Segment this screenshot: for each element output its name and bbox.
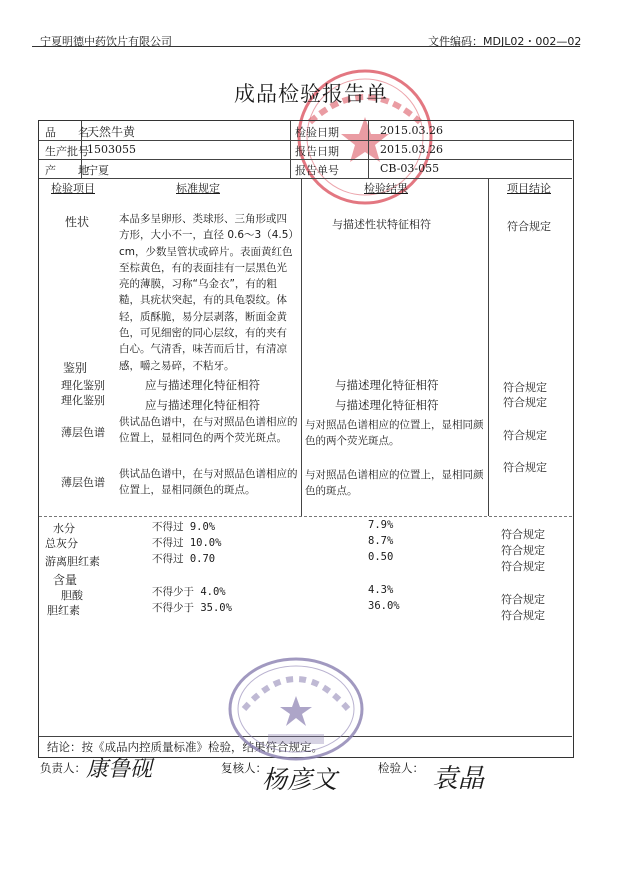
file-number: 文件编码：MDJL02・002—02 (428, 35, 582, 48)
test-result: 8.7% (368, 535, 394, 547)
ident-conclusion: 符合规定 (503, 429, 547, 442)
reviewer-signature: 杨彦文 (262, 765, 338, 794)
ident-item: 薄层色谱 (61, 426, 105, 439)
final-conclusion: 结论：按《成品内控质量标准》检验，结果符合规定。 (47, 740, 323, 754)
batch-value: 1503055 (87, 143, 136, 156)
reviewer-label: 复核人： (221, 761, 267, 775)
col-header-standard: 标准规定 (176, 182, 220, 195)
responsible-signature: 康鲁砚 (86, 757, 153, 782)
ident-item: 理化鉴别 (61, 394, 105, 407)
ident-item: 理化鉴别 (61, 379, 105, 392)
inspector-signature: 袁晶 (432, 764, 485, 794)
ident-result: 与对照品色谱相应的位置上，显相同颜色的两个荧光斑点。 (305, 419, 484, 447)
col-divider (301, 178, 302, 516)
content-item: 胆红素 (47, 604, 80, 617)
row-divider (39, 178, 572, 179)
identification-group: 鉴别 (63, 361, 88, 375)
section-divider (39, 516, 572, 517)
ident-standard: 应与描述理化特征相符 (145, 398, 260, 412)
ident-conclusion: 符合规定 (503, 381, 547, 394)
col-header-item: 检验项目 (51, 182, 95, 195)
name-value: 天然牛黄 (87, 125, 136, 139)
character-result: 与描述性状特征相符 (332, 218, 431, 231)
company-name: 宁夏明德中药饮片有限公司 (40, 35, 172, 48)
header-rule (32, 46, 580, 47)
test-conclusion: 符合规定 (501, 544, 545, 557)
ident-standard: 供试品色谱中，在与对照品色谱相应的位置上，显相同色的两个荧光斑点。 (119, 416, 298, 444)
test-conclusion: 符合规定 (501, 528, 545, 541)
test-standard: 不得过 9.0% (152, 521, 216, 533)
inspect-date-value: 2015.03.26 (380, 124, 443, 137)
col-divider (488, 178, 489, 516)
row-divider (39, 140, 572, 141)
report-date-label: 报告日期 (295, 145, 339, 158)
col-header-result: 检验结果 (364, 182, 408, 195)
content-group: 含量 (53, 573, 78, 587)
responsible-label: 负责人： (40, 761, 86, 775)
test-conclusion: 符合规定 (501, 560, 545, 573)
ident-item: 薄层色谱 (61, 476, 105, 489)
test-item: 游离胆红素 (45, 555, 100, 568)
report-date-value: 2015.03.26 (380, 143, 443, 156)
ident-conclusion: 符合规定 (503, 396, 547, 409)
row-divider (39, 159, 572, 160)
content-conclusion: 符合规定 (501, 593, 545, 606)
ident-standard: 应与描述理化特征相符 (145, 378, 260, 392)
character-item: 性状 (65, 215, 90, 229)
test-result: 0.50 (368, 551, 394, 563)
character-standard: 本品多呈卵形、类球形、三角形或四方形，大小不一，直径 0.6～3（4.5）cm，少数呈管状或碎片。表面黄红色至棕黄色，有的表面挂有一层黑色光亮的薄膜，习称“乌金衣”，有的粗糙，具疣状突起，有的具龟裂纹。体轻，质酥脆，易分层剥落，断面金黄色，可见细密的同心层纹，有的夹有白心。气清香，味苦而后甘，有清凉感，嚼之易碎，不粘牙。 (119, 213, 294, 372)
name-label: 品 名 (45, 126, 89, 139)
col-header-conclusion: 项目结论 (507, 182, 551, 195)
ident-conclusion: 符合规定 (503, 461, 547, 474)
purple-inspection-stamp (226, 654, 366, 764)
ident-result: 与描述理化特征相符 (335, 378, 439, 392)
ident-result: 与对照品色谱相应的位置上，显相同颜色的斑点。 (305, 469, 484, 497)
test-standard: 不得过 10.0% (152, 537, 222, 549)
col-divider (290, 121, 291, 178)
character-conclusion: 符合规定 (507, 220, 551, 233)
test-result: 7.9% (368, 519, 394, 531)
test-item: 水分 (53, 522, 75, 535)
content-item: 胆酸 (61, 589, 83, 602)
origin-label: 产 地 (45, 164, 89, 177)
inspect-date-label: 检验日期 (295, 126, 339, 139)
document-title: 成品检验报告单 (234, 82, 388, 106)
batch-label: 生产批号 (45, 145, 89, 158)
origin-value: 宁夏 (87, 164, 109, 177)
ident-result: 与描述理化特征相符 (335, 398, 439, 412)
report-no-label: 报告单号 (295, 164, 339, 177)
content-standard: 不得少于 4.0% (152, 586, 226, 598)
report-no-value: CB-03-055 (380, 162, 440, 175)
inspector-label: 检验人： (378, 761, 424, 775)
test-standard: 不得过 0.70 (152, 553, 216, 565)
content-result: 4.3% (368, 584, 394, 596)
col-divider (368, 121, 369, 178)
content-standard: 不得少于 35.0% (152, 602, 232, 614)
content-result: 36.0% (368, 600, 400, 612)
test-item: 总灰分 (45, 537, 78, 550)
content-conclusion: 符合规定 (501, 609, 545, 622)
ident-standard: 供试品色谱中，在与对照品色谱相应的位置上，显相同颜色的斑点。 (119, 468, 298, 496)
